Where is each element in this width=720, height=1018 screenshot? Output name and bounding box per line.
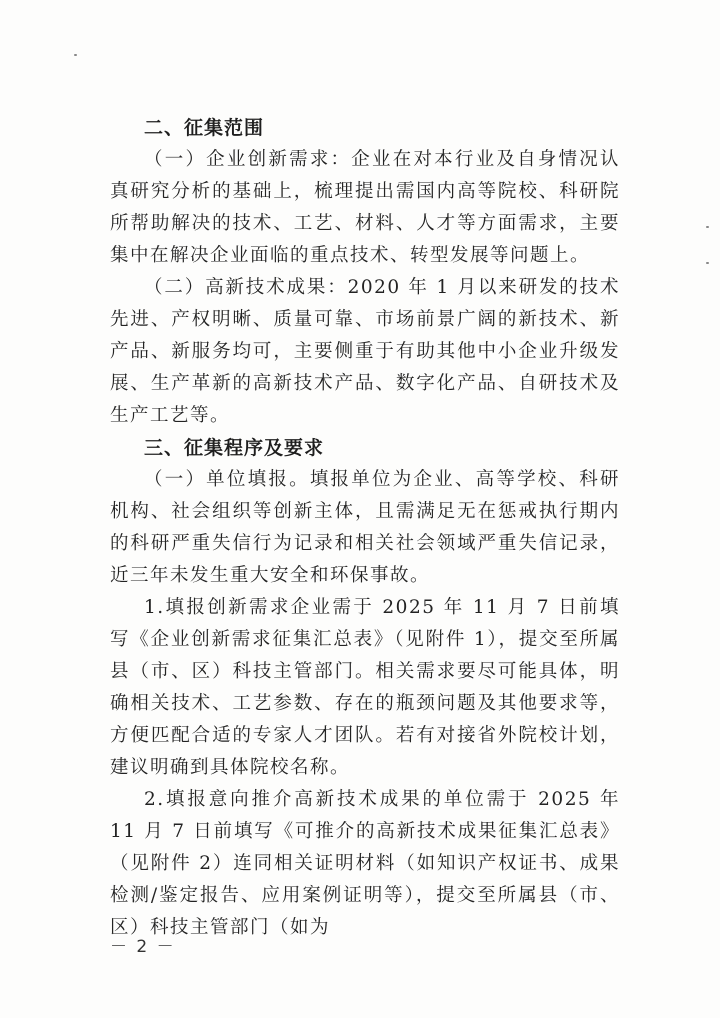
- section-heading-scope: 二、征集范围: [144, 117, 265, 139]
- paragraph-item-2: 2.填报意向推介高新技术成果的单位需于 2025 年 11 月 7 日前填写《可推介的高新技术成果征集汇总表》（见附件 2）连同相关证明材料（如知识产权证书、成果检测/鉴定报告、应用案例证明等），提交至所属县（市、区）科技主管部门（如为: [110, 789, 620, 938]
- section-heading-procedure: 三、征集程序及要求: [144, 437, 325, 459]
- scan-speck: [706, 226, 709, 228]
- page-number: － 2 －: [110, 937, 176, 957]
- paragraph-high-tech-results: （二）高新技术成果：2020 年 1 月以来研发的技术先进、产权明晰、质量可靠、市场前景广阔的新技术、新产品、新服务均可，主要侧重于有助其他中小企业升级发展、生产革新的高新技术产品、数字化产品、自研技术及生产工艺等。: [110, 277, 620, 426]
- paragraph-unit-filing: （一）单位填报。填报单位为企业、高等学校、科研机构、社会组织等创新主体，且需满足无在惩戒执行期内的科研严重失信行为记录和相关社会领域严重失信记录，近三年未发生重大安全和环保事故。: [110, 469, 620, 586]
- scan-speck: [74, 54, 77, 56]
- document-body: [110, 112, 620, 944]
- paragraph-item-1: 1.填报创新需求企业需于 2025 年 11 月 7 日前填写《企业创新需求征集汇总表》（见附件 1），提交至所属县（市、区）科技主管部门。相关需求要尽可能具体，明确相关技术、工艺参数、存在的瓶颈问题及其他要求等，方便匹配合适的专家人才团队。若有对接省外院校计划，建议明确到具体院校名称。: [110, 597, 620, 778]
- scan-speck: [706, 262, 709, 264]
- paragraph-enterprise-needs: （一）企业创新需求：企业在对本行业及自身情况认真研究分析的基础上，梳理提出需国内高等院校、科研院所帮助解决的技术、工艺、材料、人才等方面需求，主要集中在解决企业面临的重点技术、转型发展等问题上。: [110, 149, 620, 266]
